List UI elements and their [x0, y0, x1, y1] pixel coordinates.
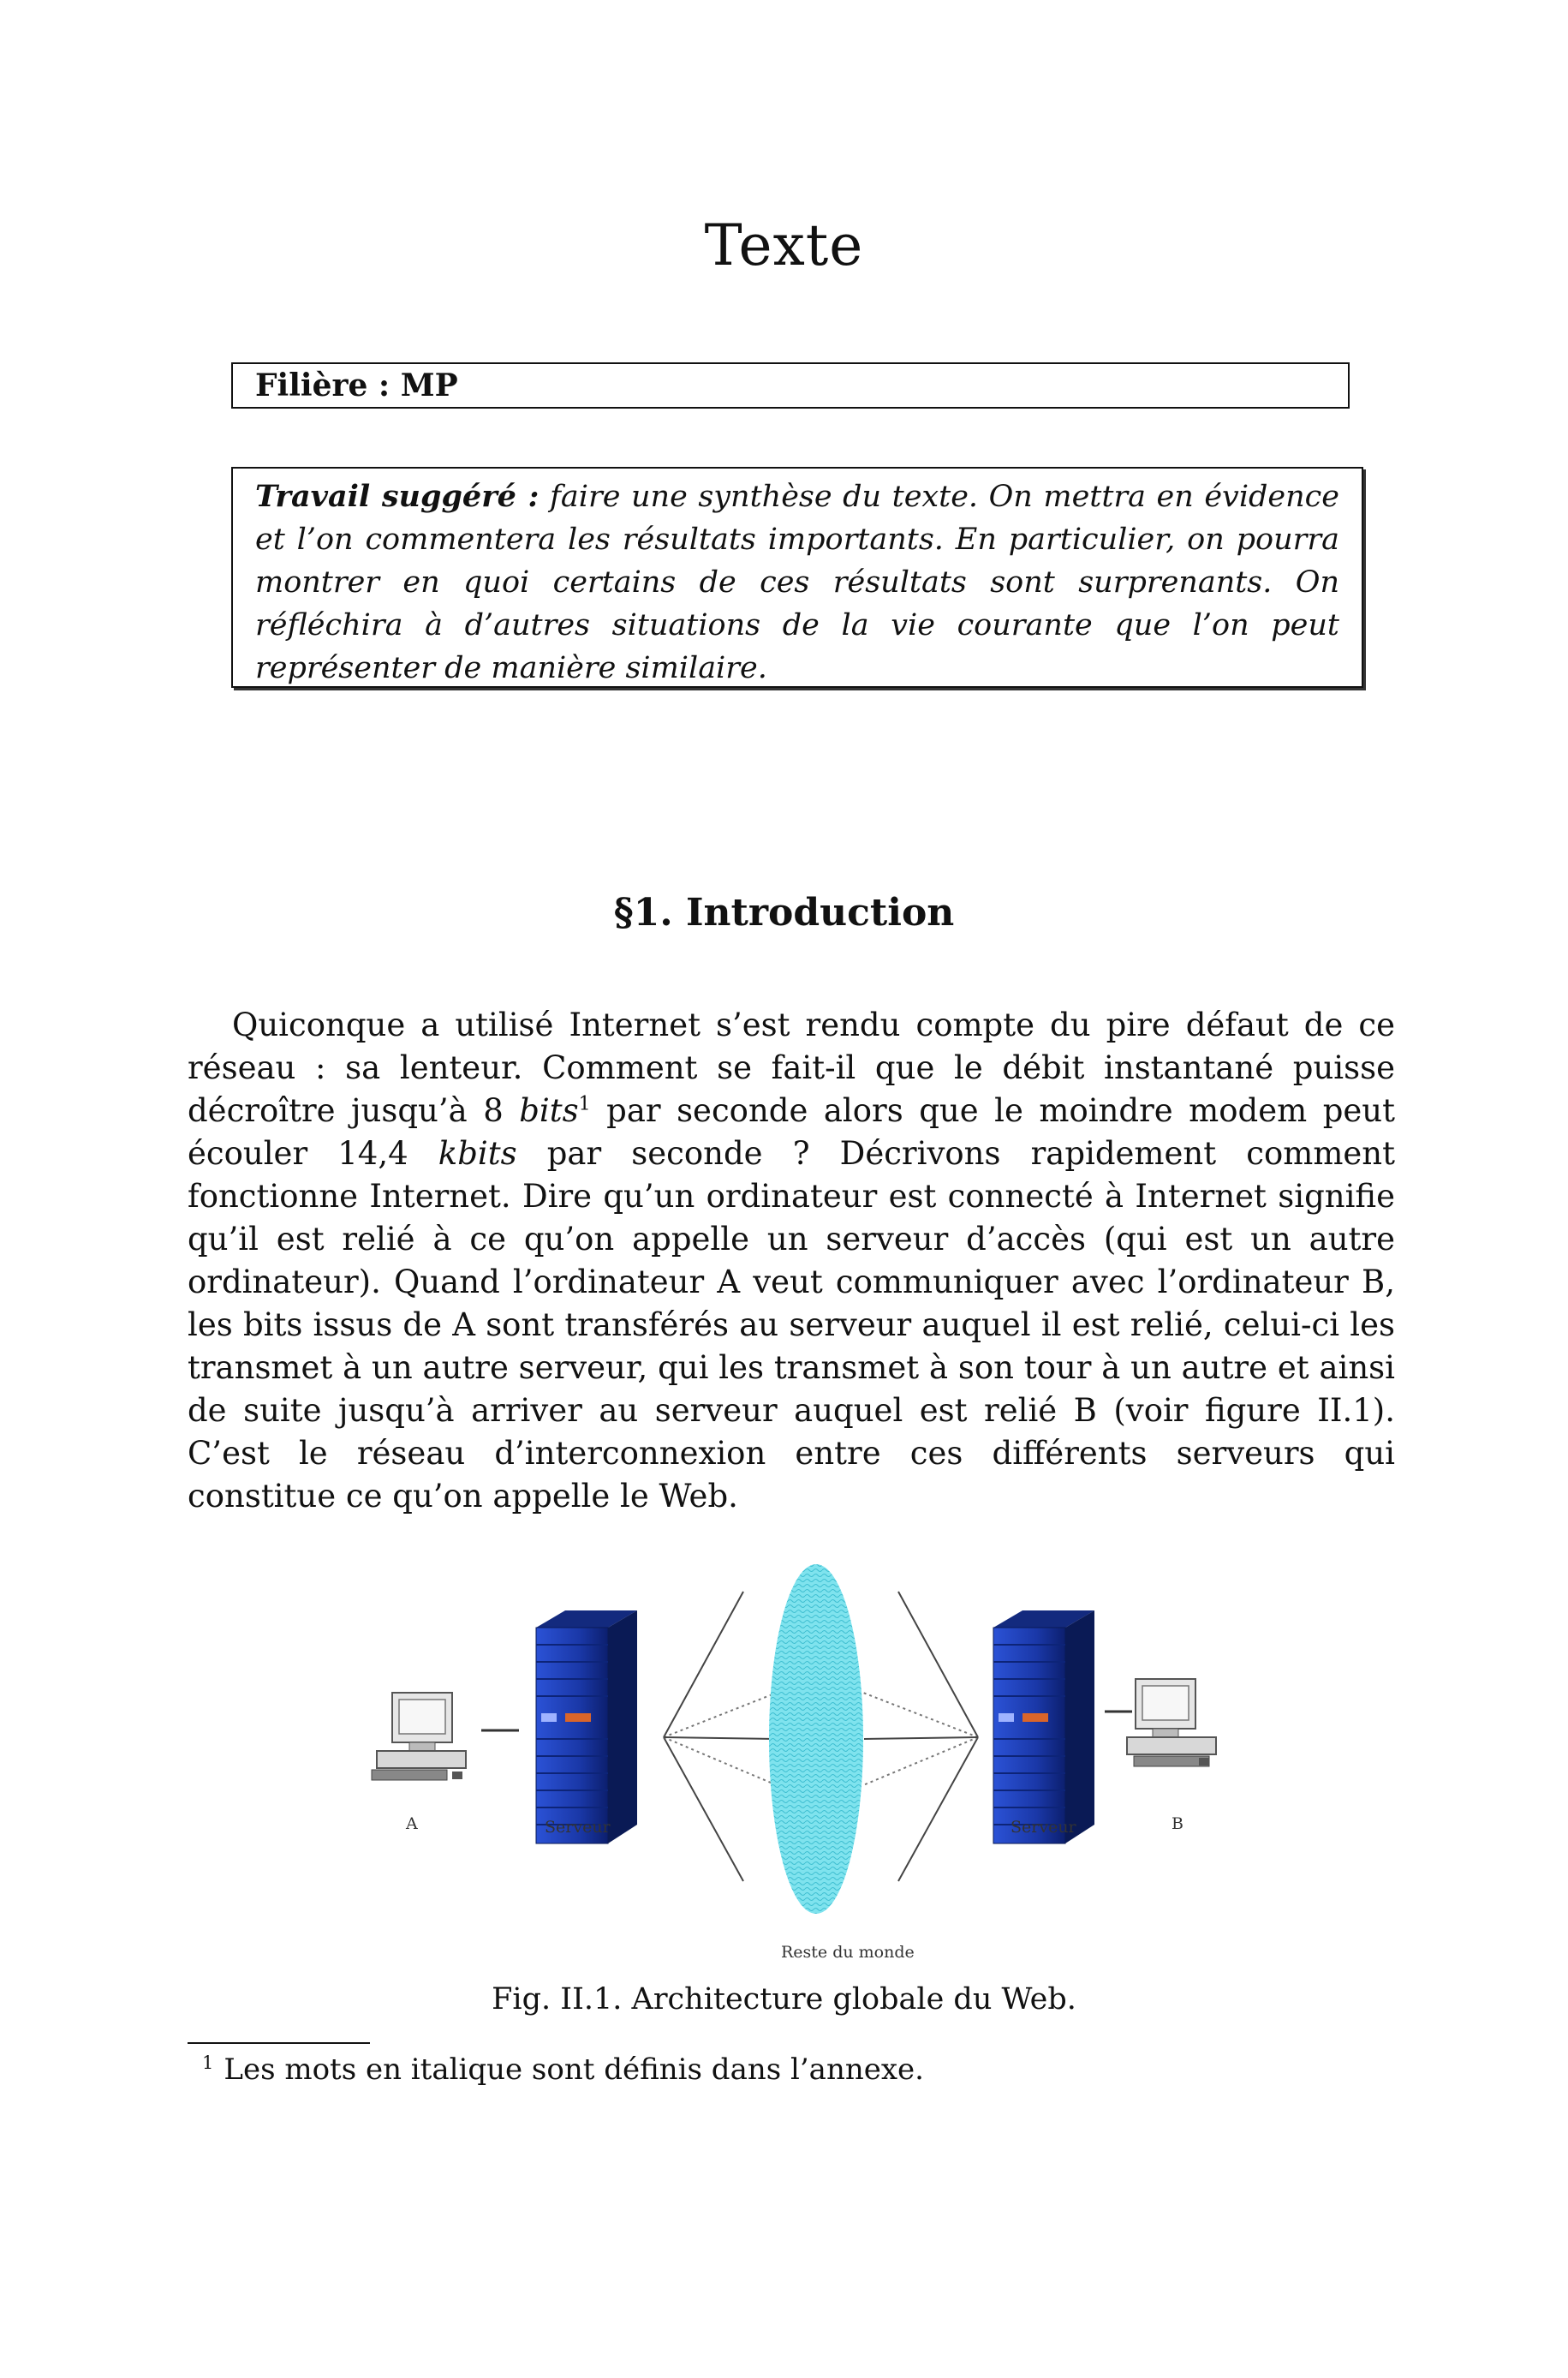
- connections-right: [863, 1592, 978, 1881]
- web-architecture-figure: [351, 1542, 1259, 1970]
- term-bits: bits: [519, 1092, 579, 1129]
- filiere-box: Filière : MP: [231, 362, 1350, 409]
- computer-a-icon: [372, 1693, 466, 1780]
- paragraph-text: par seconde ? Décrivons rapidement comment fonctionne Internet. Dire qu’un ordinateur est connecté à Internet signifie qu’il est relié à ce qu’on appelle un serveur d’accès (qui est un autre ordinateur). Quand l’ordinateur A veut communiquer avec l’ordinateur B, les bits issus de A sont transférés au serveur auquel il est relié, celui-ci les transmet à un autre serveur, qui les transmet à son tour à un autre et ainsi de suite jusqu’à arriver au serveur auquel est relié B (voir figure II.1). C’est le réseau d’interconnexion entre ces différents serveurs qui constitue ce qu’on appelle le Web.: [188, 1135, 1395, 1515]
- paragraph-text: Quiconque a utilisé Internet s’est rendu compte du pire défaut de ce réseau : sa lenteur. Comment se fait-il que le débit instantané puisse décroître jusqu’à 8: [188, 1007, 1395, 1129]
- world-ellipse: [769, 1564, 863, 1914]
- intro-paragraph: [188, 1004, 1395, 1518]
- paragraph-text: par seconde alors que le moindre modem peut écouler 14,4: [188, 1092, 1395, 1172]
- server-right-icon: [993, 1610, 1094, 1843]
- travail-text: faire une synthèse du texte. On mettra en évidence et l’on commentera les résultats importants. En particulier, on pourra montrer en quoi certains de ces résultats sont surprenants. On réfléchira à d’autres situations de la vie courante que l’on peut représenter de manière similaire.: [255, 480, 1340, 685]
- section-title: §1. Introduction: [613, 891, 955, 935]
- page-title: Texte: [704, 212, 864, 278]
- label-server-right: Serveur: [1011, 1818, 1076, 1837]
- label-b: B: [1172, 1814, 1183, 1833]
- label-server-left: Serveur: [545, 1818, 611, 1837]
- label-a: A: [406, 1814, 418, 1833]
- travail-suggere-box: [231, 467, 1363, 688]
- footnote-ref[interactable]: 1: [578, 1093, 591, 1115]
- footnote: [202, 2052, 924, 2087]
- figure-diagram: [351, 1542, 1259, 1970]
- label-world: Reste du monde: [781, 1943, 915, 1962]
- connections-left: [664, 1592, 777, 1881]
- figure-caption: Fig. II.1. Architecture globale du Web.: [492, 1982, 1076, 2017]
- server-left-icon: [536, 1610, 637, 1843]
- footnote-number: 1: [202, 2052, 214, 2073]
- footnote-text: Les mots en italique sont définis dans l’annexe.: [224, 2052, 924, 2087]
- travail-lead: Travail suggéré :: [255, 479, 540, 514]
- term-kbits: kbits: [438, 1135, 517, 1172]
- computer-b-icon: [1127, 1679, 1216, 1766]
- footnote-rule: [188, 2042, 370, 2044]
